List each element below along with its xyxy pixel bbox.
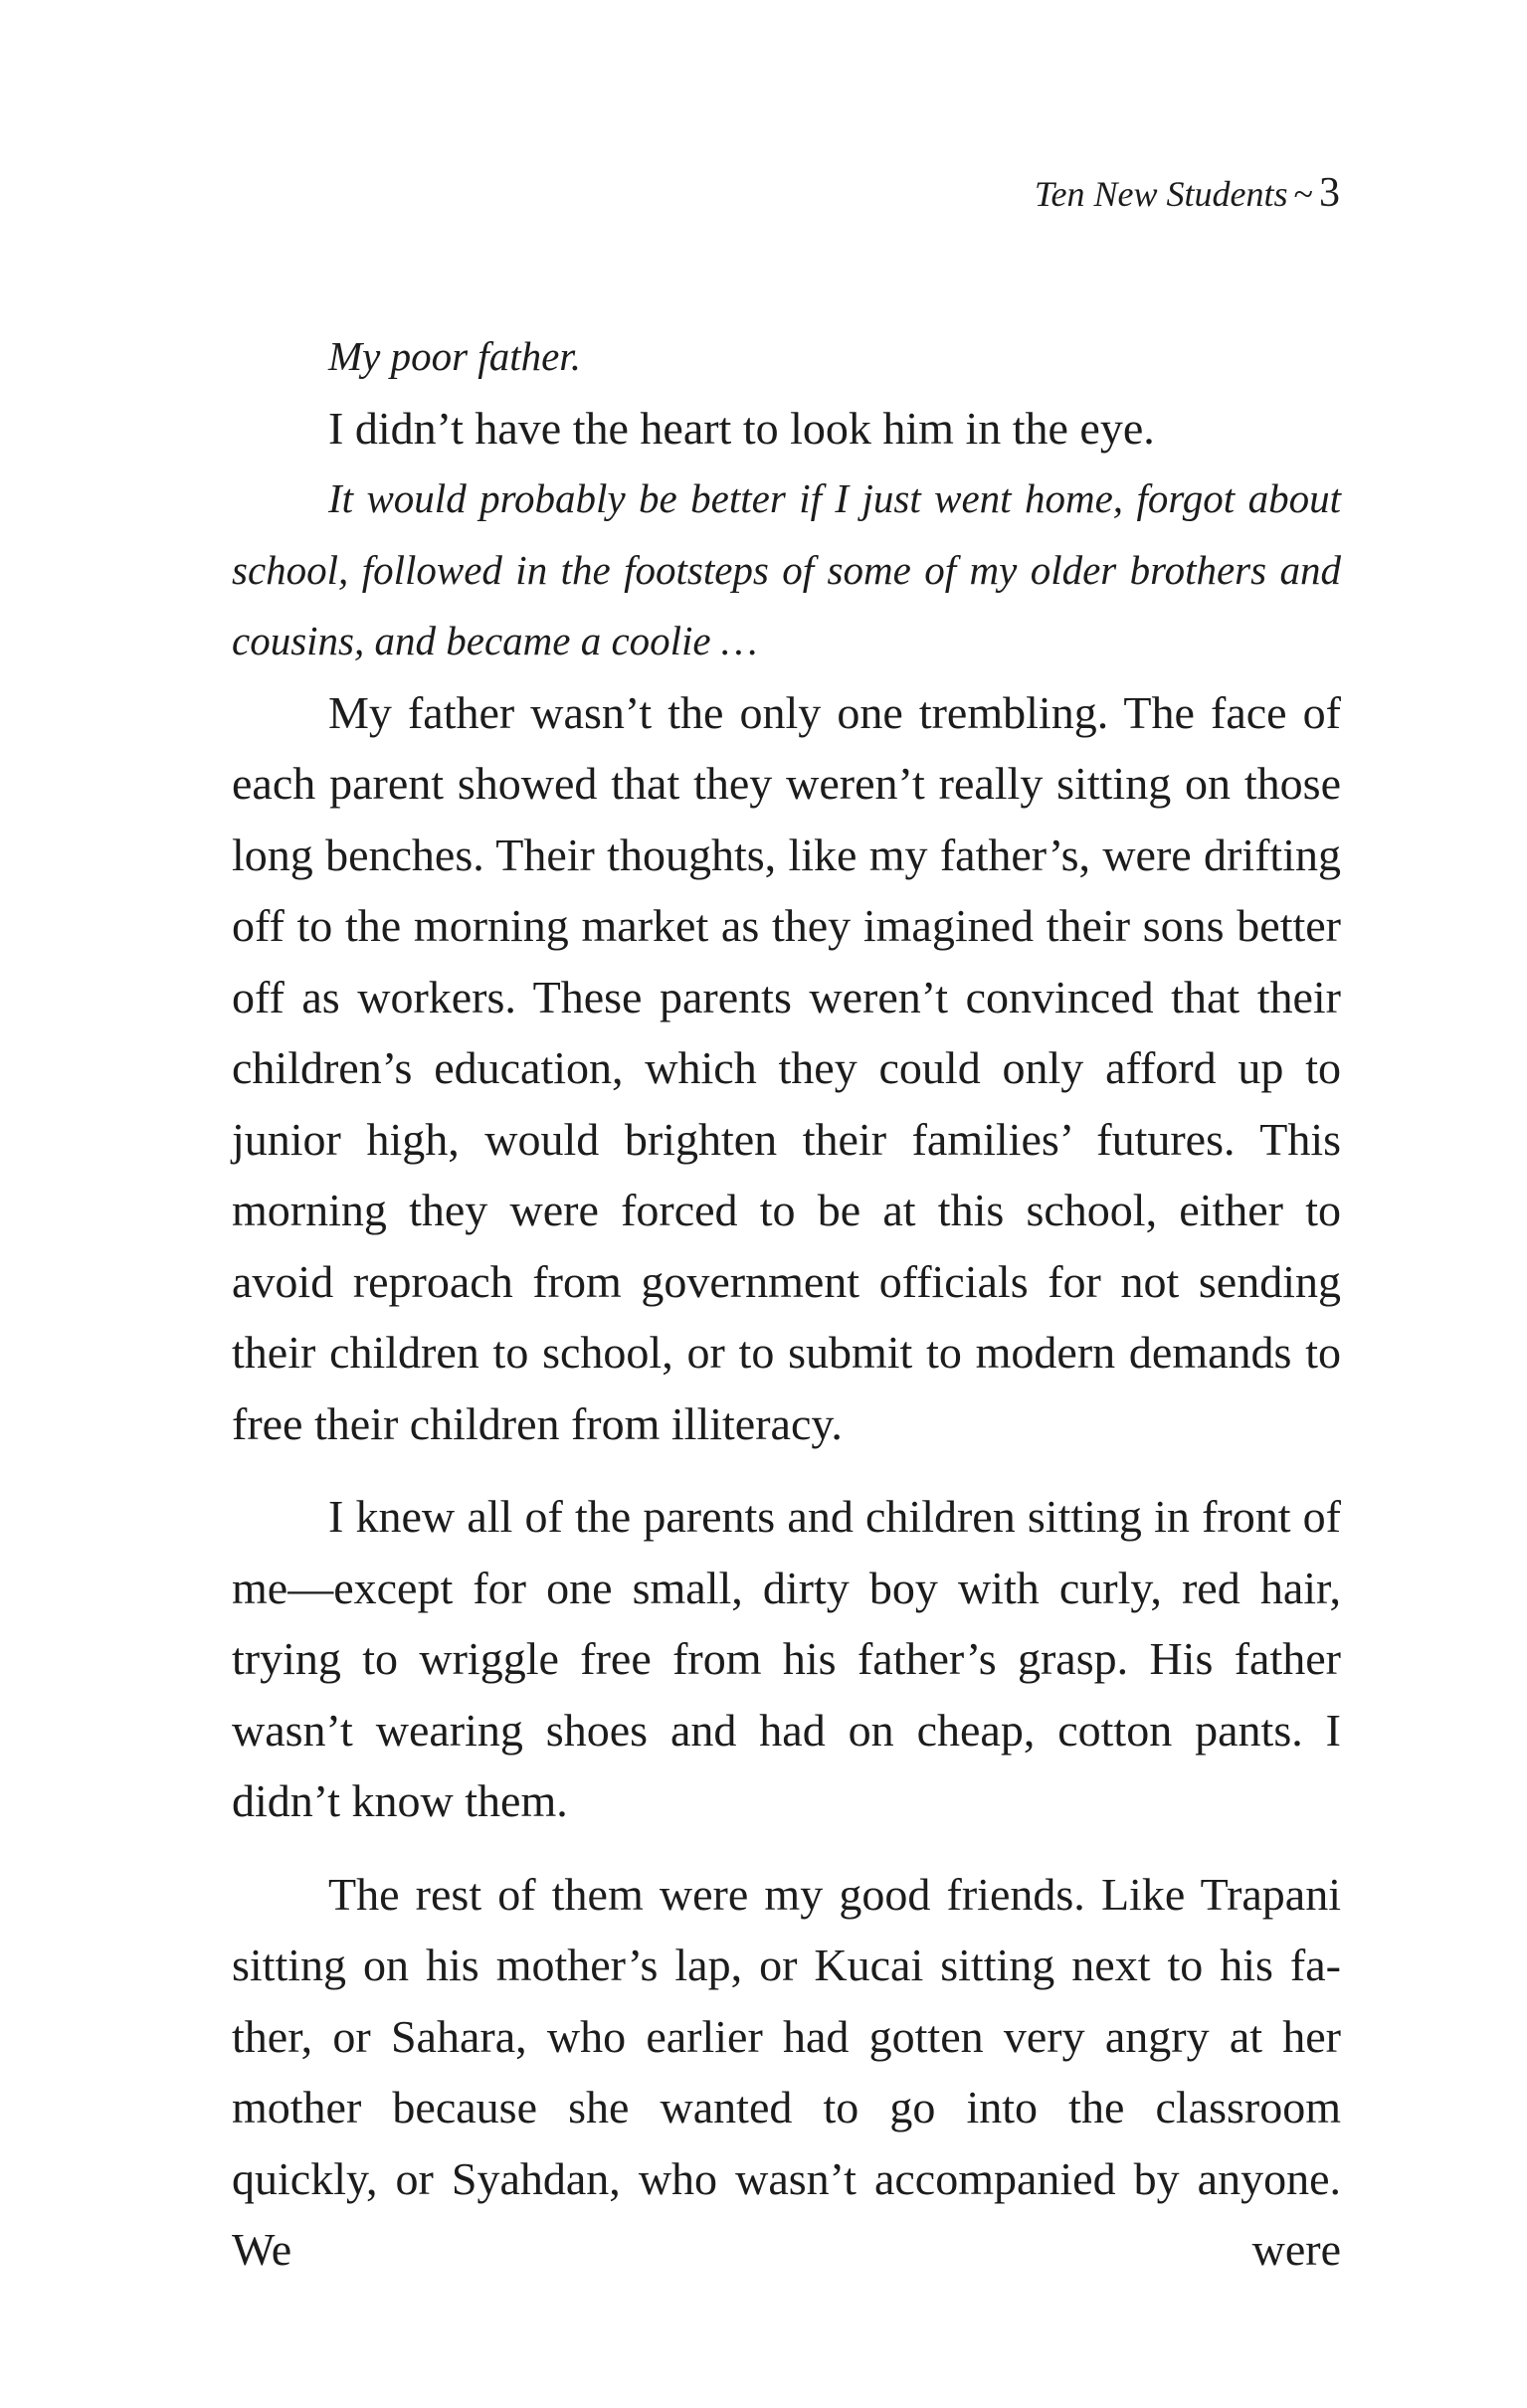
paragraph: I didn’t have the heart to look him in the eye.	[328, 402, 1155, 454]
paragraph: I knew all of the parents and children sitting in front of me—except for one small, dirty boy with curly, red hair, trying to wriggle free from his father’s grasp. His father wasn’t wearing shoes and had on cheap, cotton pants. I didn’t know them.	[232, 1491, 1341, 1826]
body-text	[232, 321, 1341, 2286]
running-head-separator: ~	[1293, 174, 1313, 214]
paragraph: The rest of them were my good friends. Like Trapani sitting on his mother’s lap, or Kucai sitting next to his father, or Sahara, who earlier had gotten very angry at her mother because she wanted to go into the classroom quickly, or Syahdan, who wasn’t accompanied by anyone. We were	[232, 1868, 1341, 2275]
running-head	[1035, 169, 1340, 218]
paragraph: My father wasn’t the only one trembling. The face of each parent showed that they weren’t really sitting on those long benches. Their thoughts, like my father’s, were drifting off to the morning market as they imagined their sons better off as workers. These parents weren’t convinced that their children’s education, which they could only afford up to junior high, would brighten their families’ futures. This morning they were forced to be at this school, either to avoid reproach from government officials for not sending their children to school, or to submit to modern demands to free their children from illiteracy.	[232, 686, 1341, 1449]
paragraph-italic-thought: My poor father.	[328, 333, 581, 379]
page-number: 3	[1319, 170, 1340, 216]
running-head-title: Ten New Students	[1034, 174, 1288, 214]
paragraph-italic-thought: It would probably be better if I just went home, forgot about school, followed in the footsteps of some of my older brothers and cousins, and became a coolie …	[232, 475, 1341, 663]
